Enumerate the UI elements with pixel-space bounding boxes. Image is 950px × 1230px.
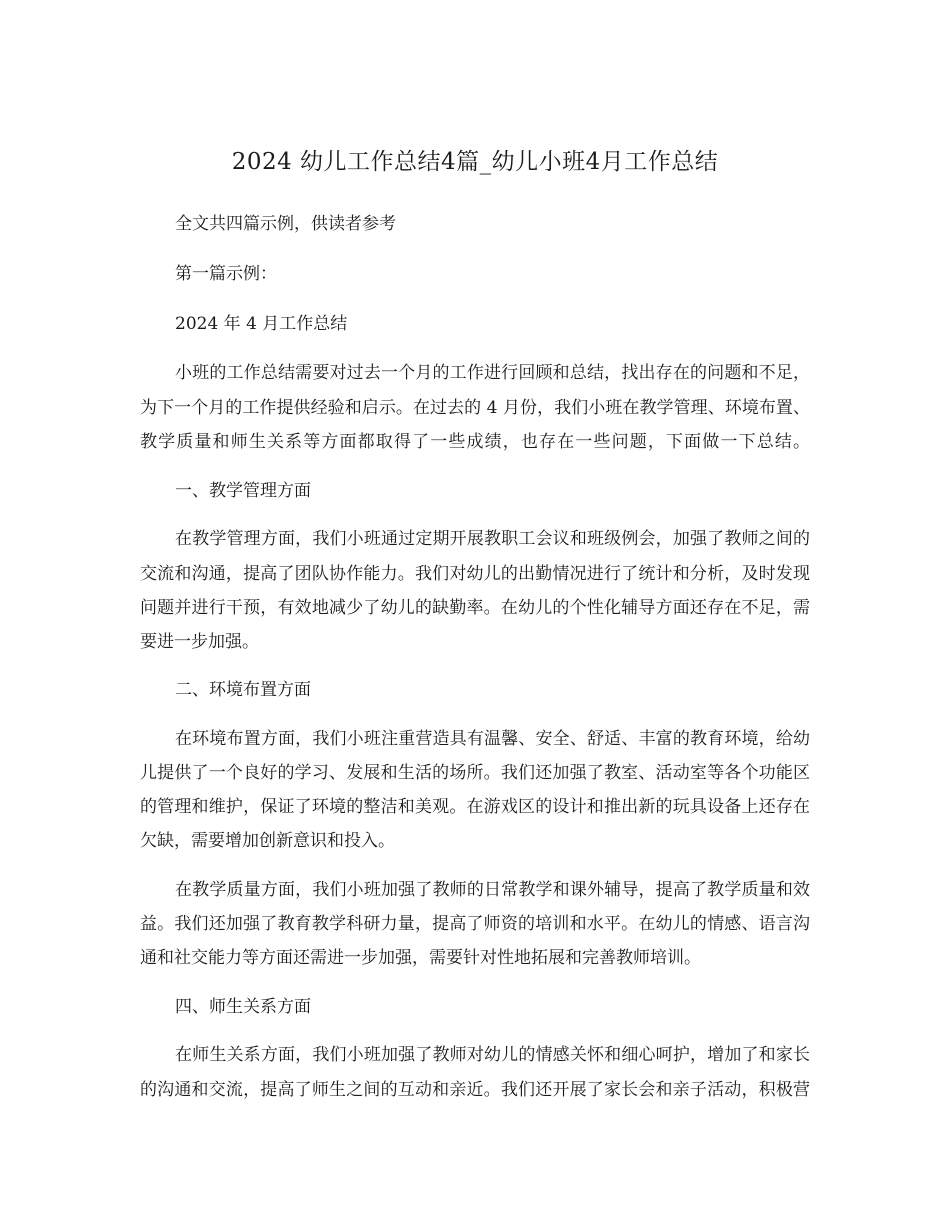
paragraph-line: 在师生关系方面，我们小班加强了教师对幼儿的情感关怀和细心呵护，增加了和家长: [175, 1045, 810, 1065]
paragraph-line: 问题并进行干预，有效地减少了幼儿的缺勤率。在幼儿的个性化辅导方面还存在不足，需: [140, 598, 810, 618]
paragraph-line: 的沟通和交流，提高了师生之间的互动和亲近。我们还开展了家长会和亲子活动，积极营: [140, 1080, 810, 1100]
paragraph-line: 的管理和维护，保证了环境的整洁和美观。在游戏区的设计和推出新的玩具设备上还存在: [140, 797, 810, 817]
section-heading-teaching-management: 一、教学管理方面: [175, 481, 311, 501]
intro-text: 全文共四篇示例，供读者参考: [175, 214, 396, 234]
paragraph-line: 儿提供了一个良好的学习、发展和生活的场所。我们还加强了教室、活动室等各个功能区: [140, 763, 810, 783]
example-label: 第一篇示例：: [175, 264, 277, 284]
document-title: 2024 幼儿工作总结4篇_幼儿小班4月工作总结: [231, 149, 719, 175]
paragraph-line: 益。我们还加强了教育教学科研力量，提高了师资的培训和水平。在幼儿的情感、语言沟: [140, 914, 810, 934]
paragraph-line: 在教学质量方面，我们小班加强了教师的日常教学和课外辅导，提高了教学质量和效: [175, 880, 810, 900]
report-subtitle: 2024 年 4 月工作总结: [175, 314, 348, 334]
paragraph-line: 欠缺，需要增加创新意识和投入。: [140, 831, 395, 851]
paragraph-line: 要进一步加强。: [140, 632, 259, 652]
paragraph-line: 在环境布置方面，我们小班注重营造具有温馨、安全、舒适、丰富的教育环境，给幼: [175, 729, 810, 749]
paragraph-line: 小班的工作总结需要对过去一个月的工作进行回顾和总结，找出存在的问题和不足，: [175, 363, 810, 383]
paragraph-line: 通和社交能力等方面还需进一步加强，需要针对性地拓展和完善教师培训。: [140, 948, 701, 968]
paragraph-line: 在教学管理方面，我们小班通过定期开展教职工会议和班级例会，加强了教师之间的: [175, 529, 810, 549]
paragraph-line: 为下一个月的工作提供经验和启示。在过去的 4 月份，我们小班在教学管理、环境布置、: [140, 398, 810, 418]
section-heading-teacher-student: 四、师生关系方面: [175, 997, 311, 1017]
paragraph-line: 教学质量和师生关系等方面都取得了一些成绩，也存在一些问题，下面做一下总结。: [140, 432, 810, 452]
section-heading-environment: 二、环境布置方面: [175, 680, 311, 700]
paragraph-line: 交流和沟通，提高了团队协作能力。我们对幼儿的出勤情况进行了统计和分析，及时发现: [140, 564, 810, 584]
